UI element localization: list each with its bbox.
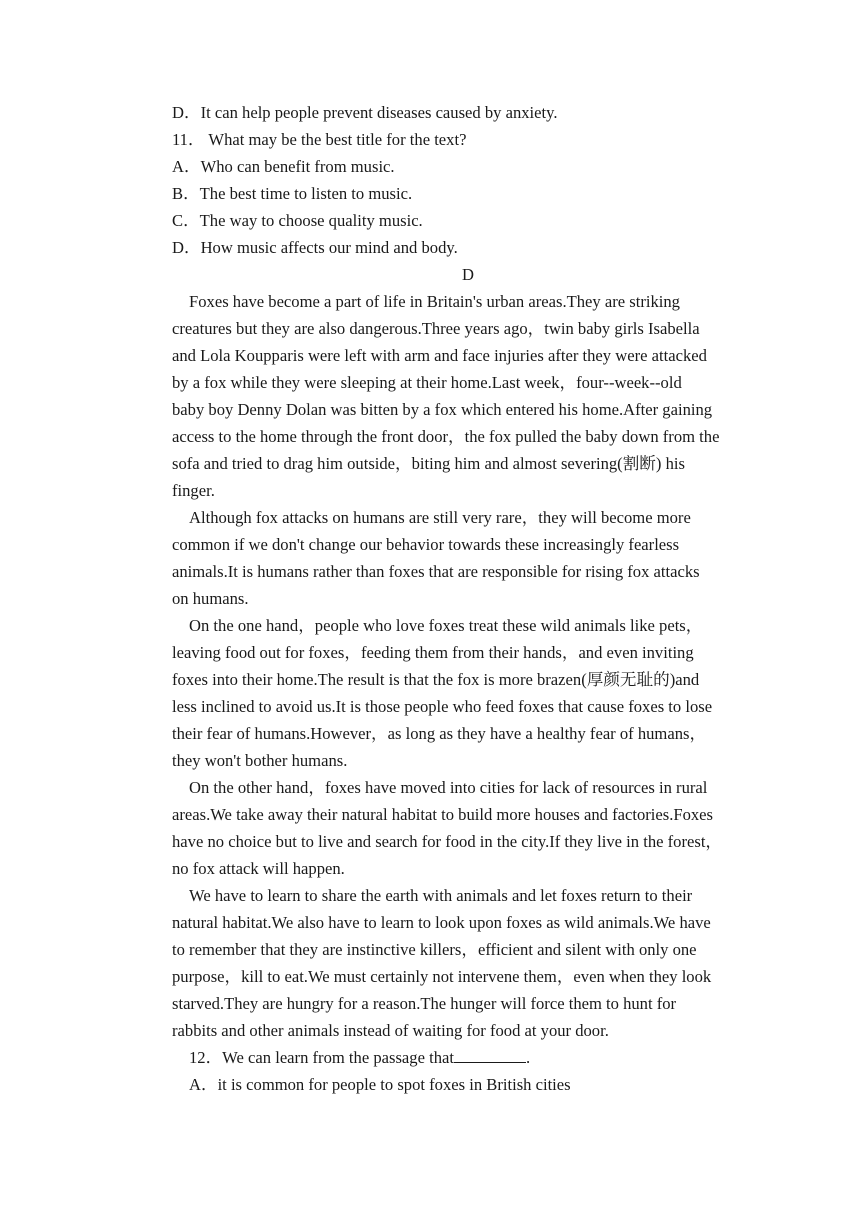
question12-stem-text: 12．We can learn from the passage that bbox=[189, 1048, 454, 1067]
passage-line: no fox attack will happen. bbox=[172, 859, 345, 878]
question12-stem-end: . bbox=[525, 1048, 531, 1067]
passage-line: leaving food out for foxes，feeding them from their hands，and even inviting bbox=[172, 643, 694, 662]
answer-blank bbox=[454, 1046, 526, 1063]
question11-option-b: B．The best time to listen to music. bbox=[172, 184, 413, 203]
question11-option-d: D．How music affects our mind and body. bbox=[172, 238, 458, 257]
passage-paragraph-2 bbox=[172, 504, 764, 612]
passage-line: animals.It is humans rather than foxes that are responsible for rising fox attacks bbox=[172, 562, 700, 581]
passage-line: have no choice but to live and search for food in the city.If they live in the forest， bbox=[172, 832, 723, 851]
passage-paragraph-4 bbox=[172, 774, 764, 882]
passage-line: their fear of humans.However，as long as they have a healthy fear of humans， bbox=[172, 724, 707, 743]
passage-line: to remember that they are instinctive killers，efficient and silent with only one bbox=[172, 940, 697, 959]
question11-option-a: A．Who can benefit from music. bbox=[172, 157, 395, 176]
passage-line: on humans. bbox=[172, 589, 249, 608]
passage-paragraph-3 bbox=[172, 612, 764, 774]
passage-paragraph-1 bbox=[172, 288, 764, 504]
passage-line: access to the home through the front door，the fox pulled the baby down from the bbox=[172, 427, 720, 446]
passage-paragraph-5 bbox=[172, 882, 764, 1044]
passage-line: areas.We take away their natural habitat to build more houses and factories.Foxes bbox=[172, 805, 713, 824]
passage-line: by a fox while they were sleeping at their home.Last week，four-‑week-‑old bbox=[172, 373, 682, 392]
passage-line: purpose，kill to eat.We must certainly not intervene them，even when they look bbox=[172, 967, 712, 986]
passage-line: and Lola Koupparis were left with arm and face injuries after they were attacked bbox=[172, 346, 707, 365]
passage-line: starved.They are hungry for a reason.The hunger will force them to hunt for bbox=[172, 994, 677, 1013]
question12-stem bbox=[172, 1044, 764, 1071]
passage-line: creatures but they are also dangerous.Three years ago，twin baby girls Isabella bbox=[172, 319, 700, 338]
passage-line: natural habitat.We also have to learn to look upon foxes as wild animals.We have bbox=[172, 913, 711, 932]
passage-line: they won't bother humans. bbox=[172, 751, 348, 770]
passage-line: On the other hand，foxes have moved into cities for lack of resources in rural bbox=[189, 778, 708, 797]
passage-line: We have to learn to share the earth with animals and let foxes return to their bbox=[189, 886, 693, 905]
passage-line: foxes into their home.The result is that the fox is more brazen(厚颜无耻的)and bbox=[172, 670, 700, 689]
section-title: D bbox=[462, 265, 474, 284]
passage-line: rabbits and other animals instead of waiting for food at your door. bbox=[172, 1021, 609, 1040]
passage-line: common if we don't change our behavior towards these increasingly fearless bbox=[172, 535, 680, 554]
question11-stem: 11． What may be the best title for the text? bbox=[172, 130, 467, 149]
passage-line: Although fox attacks on humans are still very rare，they will become more bbox=[189, 508, 691, 527]
passage-line: sofa and tried to drag him outside，biting him and almost severing(割断) his bbox=[172, 454, 685, 473]
passage-line: finger. bbox=[172, 481, 215, 500]
passage-line: Foxes have become a part of life in Britain's urban areas.They are striking bbox=[189, 292, 680, 311]
document-page bbox=[172, 99, 764, 1098]
passage-line: less inclined to avoid us.It is those people who feed foxes that cause foxes to lose bbox=[172, 697, 713, 716]
passage-line: baby boy Denny Dolan was bitten by a fox which entered his home.After gaining bbox=[172, 400, 713, 419]
passage-line: On the one hand，people who love foxes treat these wild animals like pets， bbox=[189, 616, 703, 635]
question12-option-a: A．it is common for people to spot foxes in British cities bbox=[189, 1075, 571, 1094]
question10-option-d: D．It can help people prevent diseases caused by anxiety. bbox=[172, 103, 558, 122]
question11-option-c: C．The way to choose quality music. bbox=[172, 211, 423, 230]
